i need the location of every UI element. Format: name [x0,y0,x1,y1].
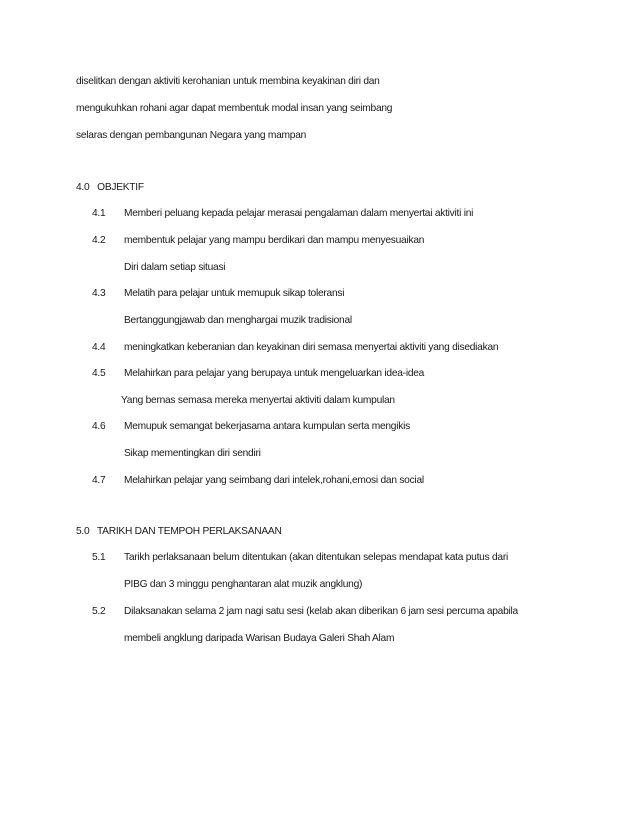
item-text: Tarikh perlaksanaan belum ditentukan (akan ditentukan selepas mendapat kata putus dari [124,552,508,563]
item-text: Dilaksanakan selama 2 jam nagi satu sesi (kelab akan diberikan 6 jam sesi percuma apabila [124,606,518,617]
section-heading-tarikh: 5.0 TARIKH DAN TEMPOH PERLAKSANAAN [76,526,282,537]
item-number: 4.3 [92,288,106,299]
item-text: Melahirkan para pelajar yang berupaya untuk mengeluarkan idea-idea [124,368,425,379]
item-number: 4.5 [92,368,106,379]
item-text: meningkatkan keberanian dan keyakinan diri semasa menyertai aktiviti yang disediakan [124,342,499,353]
item-text: Melatih para pelajar untuk memupuk sikap toleransi [124,288,345,299]
intro-line-2: mengukuhkan rohani agar dapat membentuk modal insan yang seimbang [76,103,393,114]
item-number: 5.1 [92,552,106,563]
section-heading-objektif: 4.0 OBJEKTIF [76,182,144,193]
intro-line-1: diselitkan dengan aktiviti kerohanian untuk membina keyakinan diri dan [76,76,380,87]
item-text-continued: Yang bernas semasa mereka menyertai aktiviti dalam kumpulan [121,395,395,406]
item-number: 4.7 [92,475,106,486]
item-text: membentuk pelajar yang mampu berdikari dan mampu menyesuaikan [124,235,425,246]
item-text-continued: PIBG dan 3 minggu penghantaran alat muzik angklung) [124,579,363,590]
item-text-continued: Bertanggungjawab dan menghargai muzik tradisional [124,315,352,326]
item-number: 4.2 [92,235,106,246]
item-text: Memupuk semangat bekerjasama antara kumpulan serta mengikis [124,421,410,432]
item-text: Memberi peluang kepada pelajar merasai pengalaman dalam menyertai aktiviti ini [124,208,474,219]
item-text-continued: Diri dalam setiap situasi [124,262,226,273]
item-text: Melahirkan pelajar yang seimbang dari intelek,rohani,emosi dan social [124,475,424,486]
intro-line-3: selaras dengan pembangunan Negara yang mampan [76,130,307,141]
item-number: 4.6 [92,421,106,432]
item-number: 5.2 [92,606,106,617]
item-text-continued: membeli angklung daripada Warisan Budaya Galeri Shah Alam [124,633,395,644]
item-number: 4.1 [92,208,106,219]
item-number: 4.4 [92,342,106,353]
item-text-continued: Sikap mementingkan diri sendiri [124,448,261,459]
